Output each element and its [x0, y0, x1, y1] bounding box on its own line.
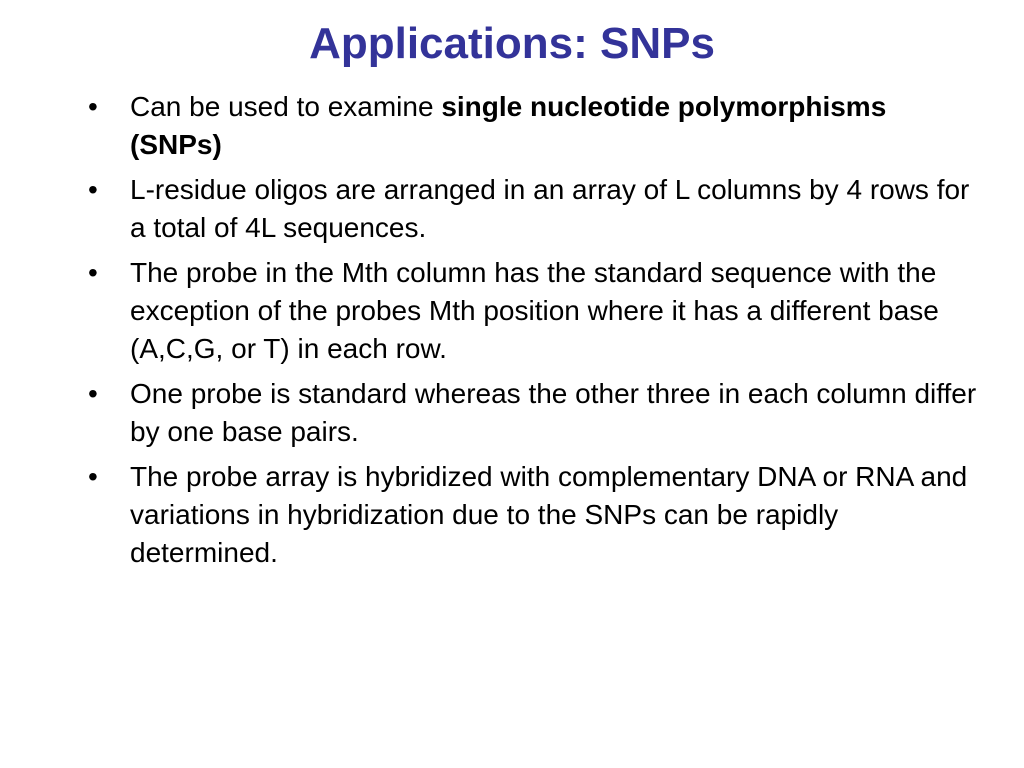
bullet-item-array-layout [88, 171, 978, 247]
bullet-icon: • [88, 257, 98, 288]
bullet-icon: • [88, 174, 98, 205]
bullet-icon: • [88, 91, 98, 122]
bullet-bold-text: single nucleotide polymorphisms (SNPs) [130, 91, 887, 160]
bullet-item-hybridization [88, 458, 978, 572]
bullet-text: L-residue oligos are arranged in an array of L columns by 4 rows for a total of 4L sequences. [130, 174, 970, 243]
bullet-icon: • [88, 378, 98, 409]
bullet-list [88, 88, 978, 579]
bullet-icon: • [88, 461, 98, 492]
bullet-item-standard-probe [88, 375, 978, 451]
slide-title: Applications: SNPs [309, 19, 715, 68]
bullet-item-mth-column [88, 254, 978, 368]
bullet-text: One probe is standard whereas the other three in each column differ by one base pairs. [130, 378, 977, 447]
bullet-text: The probe array is hybridized with complementary DNA or RNA and variations in hybridization due to the SNPs can be rapidly determined. [130, 461, 968, 568]
bullet-text: The probe in the Mth column has the standard sequence with the exception of the probes Mth position where it has a different base (A,C,G, or T) in each row. [130, 257, 939, 364]
bullet-text: Can be used to examine [130, 91, 442, 122]
bullet-item-snps [88, 88, 978, 164]
